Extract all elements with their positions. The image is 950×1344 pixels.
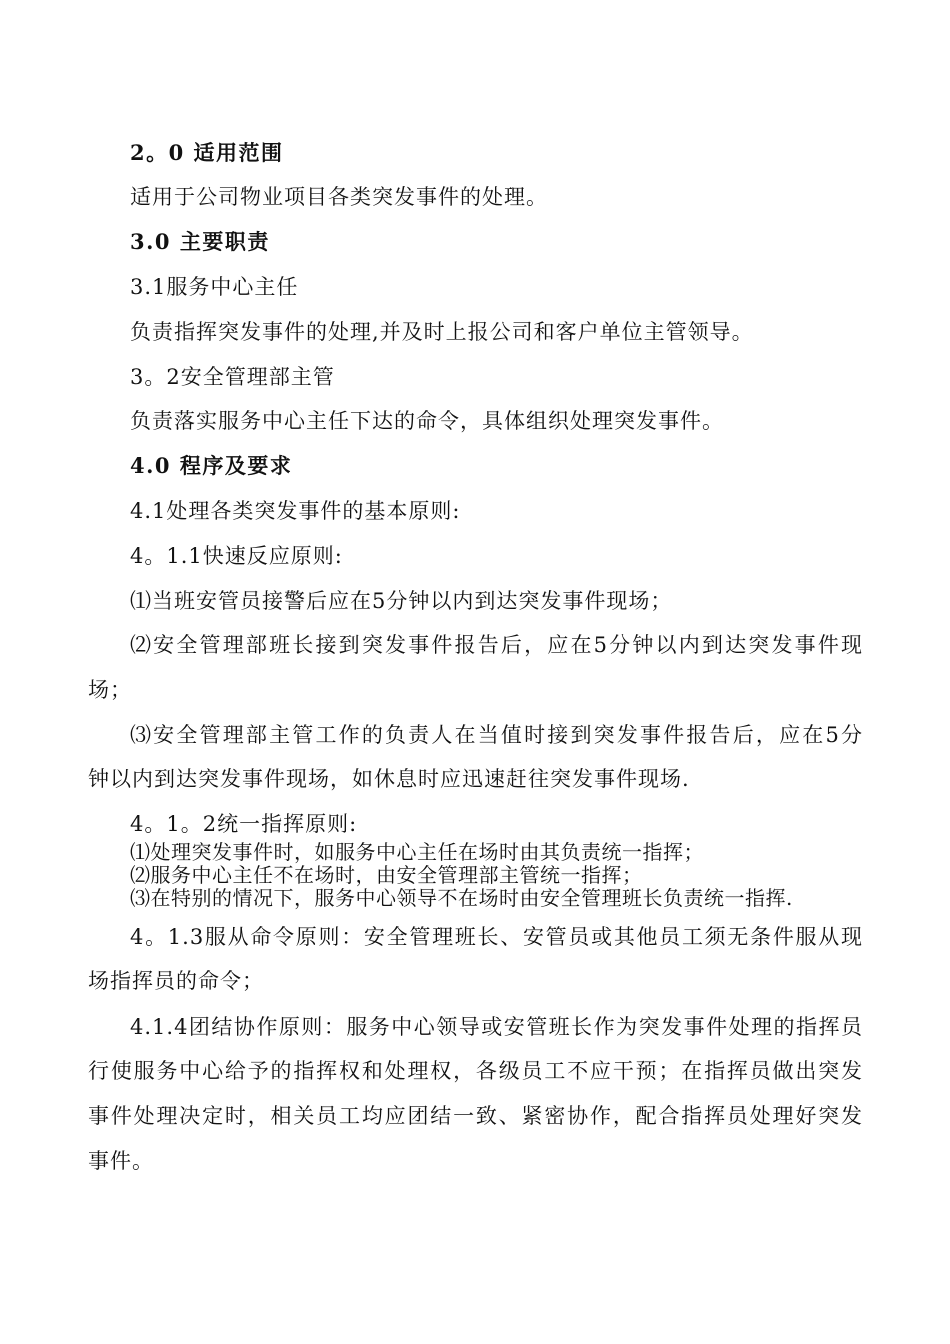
- section-3-heading: 3.0 主要职责: [130, 229, 270, 254]
- section-4-1-4-line-3: 事件处理决定时，相关员工均应团结一致、紧密协作，配合指挥员处理好突发: [88, 1104, 863, 1128]
- section-4-1-4-line-4: 事件。: [88, 1149, 154, 1173]
- section-3-2-title: 3。2安全管理部主管: [130, 365, 335, 389]
- section-4-1-title: 4.1处理各类突发事件的基本原则:: [130, 499, 461, 523]
- section-4-1-1-title: 4。1.1快速反应原则:: [130, 544, 343, 568]
- section-4-1-4-line-2: 行使服务中心给予的指挥权和处理权，各级员工不应干预；在指挥员做出突发: [88, 1059, 863, 1083]
- section-4-heading: 4.0 程序及要求: [130, 453, 293, 478]
- section-4-1-2-title: 4。1。2统一指挥原则:: [130, 812, 358, 836]
- section-4-1-2-item-2: ⑵服务中心主任不在场时，由安全管理部主管统一指挥；: [130, 863, 643, 887]
- section-4-1-1-item-2-line-1: ⑵安全管理部班长接到突发事件报告后，应在5分钟以内到达突发事件现: [130, 633, 863, 657]
- section-4-1-3-line-1: 4。1.3服从命令原则：安全管理班长、安管员或其他员工须无条件服从现: [130, 925, 863, 949]
- section-4-1-3-line-2: 场指挥员的命令；: [88, 969, 264, 993]
- section-4-1-1-item-2-line-2: 场；: [88, 678, 132, 702]
- section-4-1-1-item-3-line-2: 钟以内到达突发事件现场，如休息时应迅速赶往突发事件现场.: [88, 767, 690, 791]
- section-3-1-body: 负责指挥突发事件的处理,并及时上报公司和客户单位主管领导。: [130, 320, 754, 344]
- section-4-1-1-item-3-line-1: ⑶安全管理部主管工作的负责人在当值时接到突发事件报告后，应在5分: [130, 723, 863, 747]
- section-3-2-body: 负责落实服务中心主任下达的命令，具体组织处理突发事件。: [130, 409, 724, 433]
- section-4-1-1-item-1: ⑴当班安管员接警后应在5分钟以内到达突发事件现场；: [130, 589, 673, 613]
- section-4-1-4-line-1: 4.1.4团结协作原则：服务中心领导或安管班长作为突发事件处理的指挥员: [130, 1015, 863, 1039]
- section-2-heading: 2。0 适用范围: [130, 140, 284, 165]
- section-3-1-title: 3.1服务中心主任: [130, 275, 299, 299]
- section-2-body: 适用于公司物业项目各类突发事件的处理。: [130, 185, 548, 209]
- section-4-1-2-item-3: ⑶在特别的情况下，服务中心领导不在场时由安全管理班长负责统一指挥.: [130, 886, 793, 910]
- section-4-1-2-item-1: ⑴处理突发事件时，如服务中心主任在场时由其负责统一指挥；: [130, 840, 704, 864]
